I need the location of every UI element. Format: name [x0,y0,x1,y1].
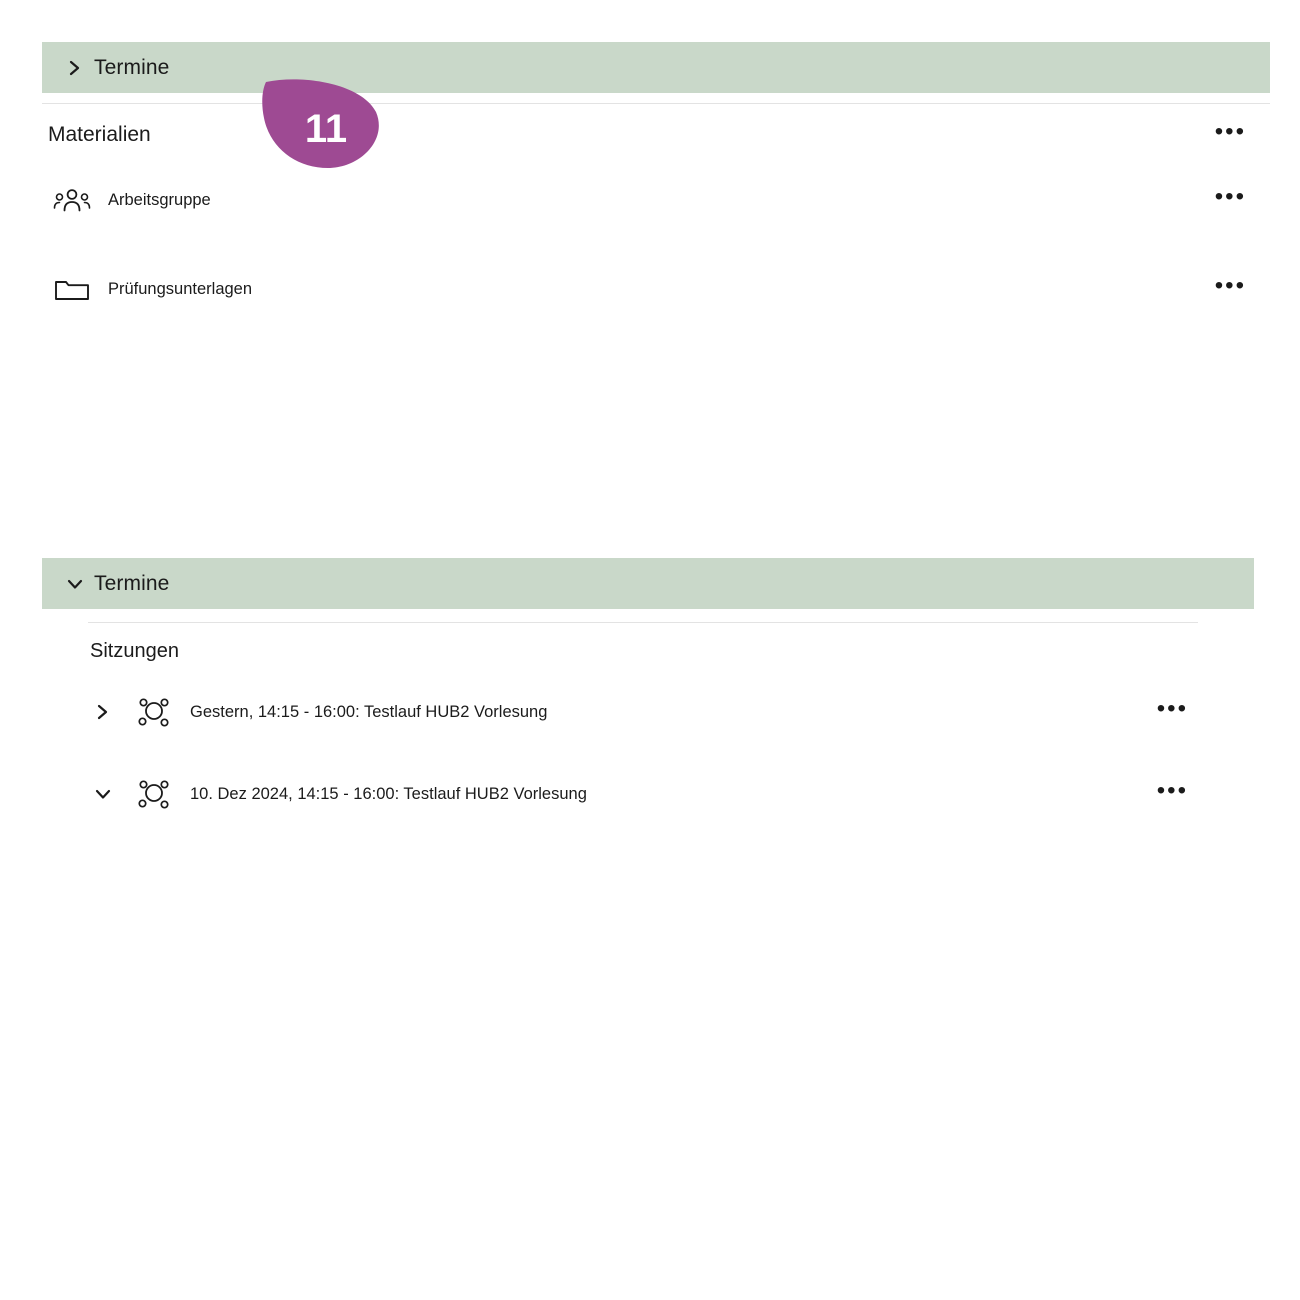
meeting-bubbles-icon [130,776,176,812]
list-item[interactable] [42,267,1270,311]
meeting-bubbles-icon [130,694,176,730]
chevron-right-icon[interactable] [62,55,88,81]
chevron-down-icon[interactable] [88,779,118,809]
session-row[interactable] [88,690,1200,734]
list-item-label: Arbeitsgruppe [108,190,211,209]
section-header-termine-expanded[interactable] [42,558,1254,609]
session-row[interactable] [88,772,1200,816]
list-item[interactable] [42,178,1270,222]
list-item-label: Prüfungsunterlagen [108,279,253,298]
people-group-icon [50,185,94,215]
session-overflow-menu-button[interactable]: ••• [1156,777,1188,804]
section-header-termine-collapsed[interactable] [42,42,1270,93]
materials-header-row [42,112,1270,158]
section-title: Termine [94,55,170,79]
list-item-overflow-menu-button[interactable]: ••• [1214,183,1246,210]
session-label: 10. Dez 2024, 14:15 - 16:00: Testlauf HUB2 Vorlesung [190,784,587,803]
folder-icon [50,274,94,304]
materials-overflow-menu-button[interactable]: ••• [1214,118,1246,145]
materials-heading: Materialien [48,123,151,146]
session-overflow-menu-button[interactable]: ••• [1156,695,1188,722]
section-title: Termine [94,571,170,595]
divider [42,103,1270,104]
session-label: Gestern, 14:15 - 16:00: Testlauf HUB2 Vorlesung [190,702,548,721]
callout-number: 11 [304,106,348,151]
sessions-heading: Sitzungen [90,640,179,662]
callout-blob-icon [262,78,380,170]
chevron-right-icon[interactable] [88,697,118,727]
step-callout-badge [262,78,380,170]
list-item-overflow-menu-button[interactable]: ••• [1214,272,1246,299]
chevron-down-icon[interactable] [62,571,88,597]
divider [88,622,1198,623]
